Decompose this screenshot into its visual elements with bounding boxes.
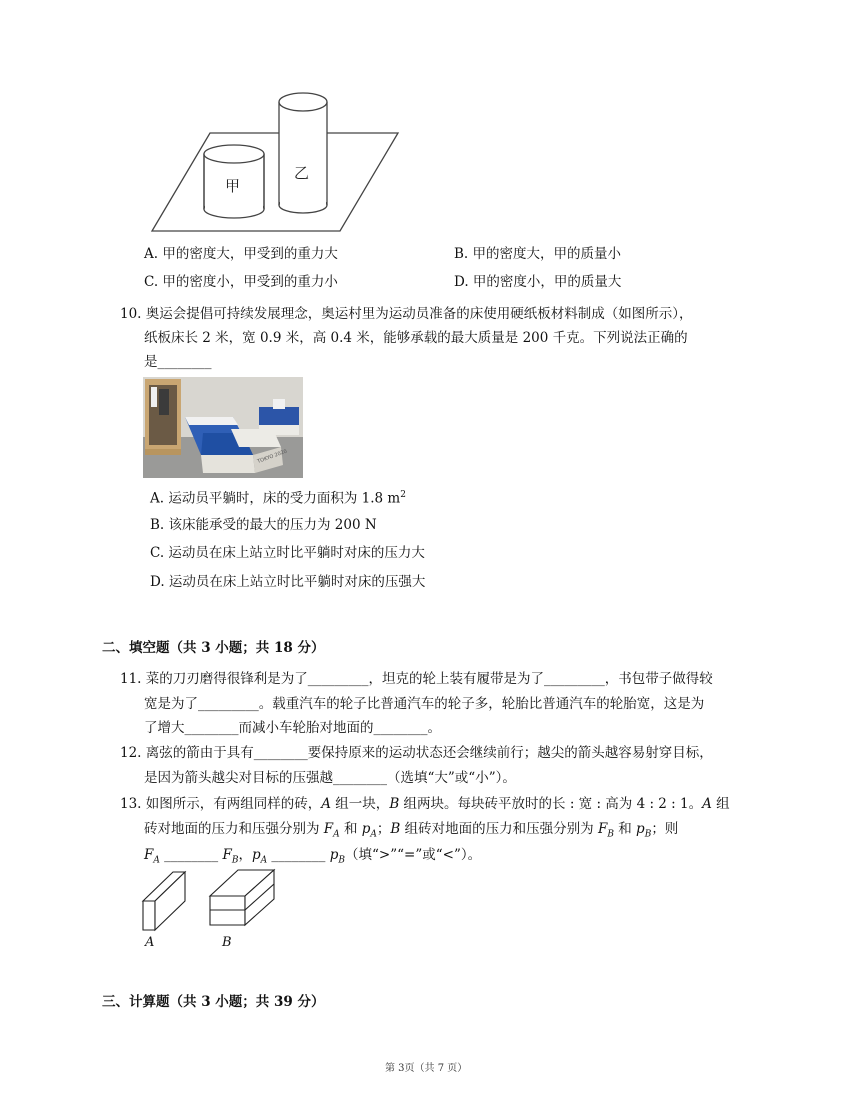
q9-option-c: C. 甲的密度小，甲受到的重力小 xyxy=(144,274,338,290)
q13-l3-FB: F xyxy=(222,847,232,863)
q13-l2-pB-sub: B xyxy=(644,829,652,840)
q9-option-b: B. 甲的密度大，甲的质量小 xyxy=(454,246,622,262)
q13-fig-label-B: B xyxy=(222,935,232,950)
q10-line-1: 10. 奥运会提倡可持续发展理念，奥运村里为运动员准备的床使用硬纸板材料制成（如图所示）， xyxy=(120,306,693,322)
q13-l2-e: 和 xyxy=(613,821,637,837)
q13-l3-FA: F xyxy=(144,847,154,863)
q13-l1-b: 组一块， xyxy=(331,796,390,812)
q13-l2-d: 组砖对地面的压力和压强分别为 xyxy=(400,821,598,837)
q10-photo-text: TOKYO 2020 xyxy=(256,448,288,465)
q9-figure xyxy=(140,88,400,238)
page-footer: 第 3页（共 7 页） xyxy=(385,1063,468,1074)
q13-l3-pB-sub: B xyxy=(338,855,345,866)
q13-l2-f: ；则 xyxy=(651,821,679,837)
q10-line-2: 纸板床长 2 米，宽 0.9 米，高 0.4 米，能够承载的最大质量是 200 千克。下列说法正确的 xyxy=(144,330,688,346)
q13-l2-FB: F xyxy=(597,821,608,837)
q13-l2-a: 砖对地面的压力和压强分别为 xyxy=(144,821,324,837)
q13-fig-label-A: A xyxy=(145,935,155,950)
q10-option-a xyxy=(150,485,406,509)
q13-l3-pA: p xyxy=(251,847,261,863)
q13-l2-FA-sub: A xyxy=(333,829,340,840)
q13-l2-c: ； xyxy=(376,821,391,837)
q13-l3-FA-sub: A xyxy=(153,855,160,866)
q13-l3-tail: （填“>”“=”或“<”）。 xyxy=(345,847,482,863)
q13-line-2 xyxy=(144,819,678,845)
q13-l2-pB: p xyxy=(636,821,645,837)
q10-option-c: C. 运动员在床上站立时比平躺时对床的压力大 xyxy=(150,545,425,561)
section-2-title: 二、填空题（共 3 小题；共 18 分） xyxy=(102,640,325,656)
q13-l3-FB-sub: B xyxy=(231,855,239,866)
q13-l3-pA-sub: A xyxy=(260,855,268,866)
q13-l3-blank1: ________ xyxy=(159,847,223,863)
q13-l2-B: B xyxy=(390,821,401,837)
q11-line-2: 宽是为了_________。载重汽车的轮子比普通汽车的轮子多，轮胎比普通汽车的轮胎宽，这是为 xyxy=(144,696,705,712)
q13-l2-pA: p xyxy=(361,821,371,837)
q10-line-3: 是________ xyxy=(144,354,212,370)
q10-bed-photo xyxy=(143,377,303,478)
q13-bricks-figure xyxy=(140,866,280,952)
q13-l3-pB: p xyxy=(329,847,339,863)
q9-label-jia: 甲 xyxy=(225,177,241,195)
q13-l1-B: B xyxy=(389,796,400,812)
q13-l1-a: 13. 如图所示，有两组同样的砖， xyxy=(120,796,322,812)
q13-l3-sep: ， xyxy=(238,847,252,863)
q13-l1-A2: A xyxy=(702,796,712,812)
q13-line-1 xyxy=(120,794,730,814)
q9-label-yi: 乙 xyxy=(294,164,310,182)
q10-option-a-text: A. 运动员平躺时，床的受力面积为 1.8 m xyxy=(150,490,401,507)
q12-line-1: 12. 离弦的箭由于具有________要保持原来的运动状态还会继续前行；越尖的箭头越容易射穿目标， xyxy=(120,745,713,761)
q13-l2-FB-sub: B xyxy=(607,829,614,840)
q13-l1-c: 组两块。每块砖平放时的长 : 宽 : 高为 4 : 2 : 1。 xyxy=(399,796,703,812)
q10-option-b: B. 该床能承受的最大的压力为 200 N xyxy=(150,517,377,533)
q11-line-1: 11. 菜的刀刃磨得很锋利是为了_________，坦克的轮上装有履带是为了_________，书包带子做得较 xyxy=(120,671,713,687)
q13-l3-blank2: ________ xyxy=(267,847,330,863)
q9-option-a: A. 甲的密度大，甲受到的重力大 xyxy=(144,246,338,262)
q10-option-d: D. 运动员在床上站立时比平躺时对床的压强大 xyxy=(150,574,426,590)
q13-l2-FA: F xyxy=(323,821,334,837)
q9-option-d: D. 甲的密度小，甲的质量大 xyxy=(454,274,622,290)
q13-l2-pA-sub: A xyxy=(370,829,377,840)
q10-option-a-sup: 2 xyxy=(400,490,406,500)
section-3-title: 三、计算题（共 3 小题；共 39 分） xyxy=(102,994,325,1010)
q12-line-2: 是因为箭头越尖对目标的压强越________（选填“大”或“小”）。 xyxy=(144,770,516,786)
q13-l1-d: 组 xyxy=(711,796,730,812)
q13-l2-b: 和 xyxy=(339,821,362,837)
q11-line-3: 了增大________而减小车轮胎对地面的________。 xyxy=(144,720,441,736)
q13-l1-A: A xyxy=(321,796,332,812)
